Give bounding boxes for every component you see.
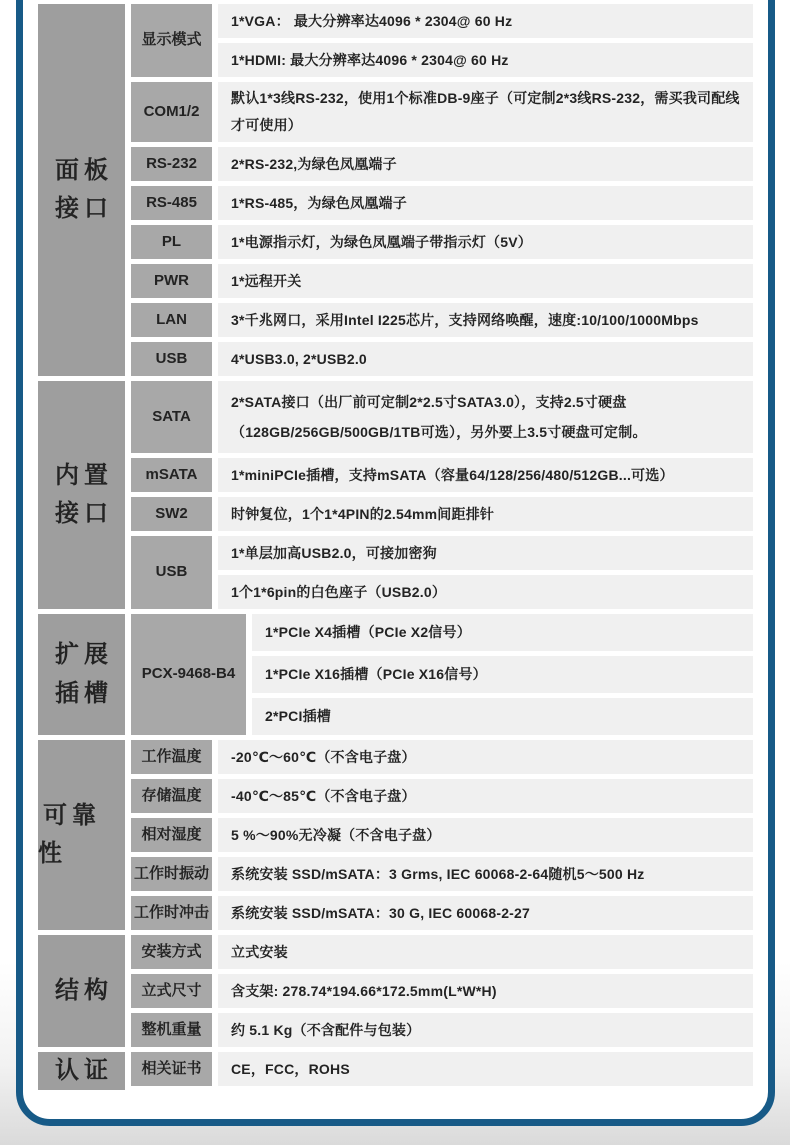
- category-line: 接口: [55, 500, 113, 527]
- table-row-weight: [131, 1013, 753, 1047]
- table-row-rs485: [131, 186, 753, 220]
- spec-cell-certificates: CE，FCC，ROHS: [218, 1052, 753, 1086]
- spec-cell-storage-temp: -40℃～85℃（不含电子盘）: [218, 779, 753, 813]
- row-cells: [218, 1013, 753, 1047]
- table-row-usb-internal: [131, 536, 753, 609]
- category-label-panel-interface: [38, 4, 125, 376]
- category-label-reliability: [38, 740, 125, 930]
- table-row-operating-temp: [131, 740, 753, 774]
- section-rows: [131, 381, 753, 609]
- spec-cell-weight: 约 5.1 Kg（不含配件与包装）: [218, 1013, 753, 1047]
- spec-cell-dimensions: 含支架: 278.74*194.66*172.5mm(L*W*H): [218, 974, 753, 1008]
- category-label-structure: [38, 935, 125, 1047]
- spec-cell-usb-panel: 4*USB3.0, 2*USB2.0: [218, 342, 753, 376]
- row-label-dimensions: 立式尺寸: [131, 974, 212, 1008]
- row-label-sata: SATA: [131, 381, 212, 453]
- row-label-pl: PL: [131, 225, 212, 259]
- table-row-humidity: [131, 818, 753, 852]
- category-line: 面板: [55, 156, 113, 184]
- spec-cell-vga: 1*VGA： 最大分辨率达4096 * 2304@ 60 Hz: [218, 4, 753, 38]
- row-label-display-mode: 显示模式: [131, 4, 212, 77]
- table-row-pcx: [131, 614, 753, 735]
- table-row-storage-temp: [131, 779, 753, 813]
- section-internal-interface: [38, 381, 753, 609]
- section-panel-interface: [38, 4, 753, 376]
- table-row-pl: [131, 225, 753, 259]
- spec-cell-humidity: 5 %～90%无冷凝（不含电子盘）: [218, 818, 753, 852]
- category-label-certification: [38, 1052, 125, 1090]
- row-cells: [218, 818, 753, 852]
- table-row-usb-panel: [131, 342, 753, 376]
- category-line: 接口: [55, 195, 113, 222]
- row-cells: [218, 935, 753, 969]
- spec-cell-rs232: 2*RS-232,为绿色凤凰端子: [218, 147, 753, 181]
- spec-cell-hdmi: 1*HDMI: 最大分辨率达4096 * 2304@ 60 Hz: [218, 43, 753, 77]
- row-label-weight: 整机重量: [131, 1013, 212, 1047]
- spec-cell-pcie-x4: 1*PCIe X4插槽（PCIe X2信号）: [252, 614, 753, 651]
- spec-table: [38, 4, 753, 1090]
- section-rows: [131, 4, 753, 376]
- table-row-pwr: [131, 264, 753, 298]
- row-cells: [218, 536, 753, 609]
- category-line: 扩展: [55, 641, 113, 669]
- row-cells: [218, 147, 753, 181]
- row-label-operating-temp: 工作温度: [131, 740, 212, 774]
- spec-cell-pci: 2*PCI插槽: [252, 698, 753, 735]
- row-label-mounting: 安装方式: [131, 935, 212, 969]
- row-cells: [218, 82, 753, 142]
- row-label-usb-panel: USB: [131, 342, 212, 376]
- row-cells: [252, 614, 753, 735]
- table-row-msata: [131, 458, 753, 492]
- table-row-sata: [131, 381, 753, 453]
- spec-cell-pl: 1*电源指示灯，为绿色凤凰端子带指示灯（5V）: [218, 225, 753, 259]
- row-label-sw2: SW2: [131, 497, 212, 531]
- spec-cell-usb-internal-1: 1*单层加高USB2.0，可接加密狗: [218, 536, 753, 570]
- spec-cell-lan: 3*千兆网口，采用Intel I225芯片，支持网络唤醒，速度:10/100/1000Mbps: [218, 303, 753, 337]
- row-cells: [218, 974, 753, 1008]
- row-label-vibration: 工作时振动: [131, 857, 212, 891]
- spec-cell-vibration: 系统安装 SSD/mSATA：3 Grms, IEC 60068-2-64随机5～500 Hz: [218, 857, 753, 891]
- table-row-rs232: [131, 147, 753, 181]
- section-rows: [131, 740, 753, 930]
- spec-cell-shock: 系统安装 SSD/mSATA：30 G, IEC 60068-2-27: [218, 896, 753, 930]
- row-cells: [218, 458, 753, 492]
- section-rows: [131, 1052, 753, 1090]
- table-row-vibration: [131, 857, 753, 891]
- row-label-storage-temp: 存储温度: [131, 779, 212, 813]
- row-cells: [218, 381, 753, 453]
- table-row-certificates: [131, 1052, 753, 1086]
- category-line: 结构: [55, 976, 113, 1004]
- row-label-pwr: PWR: [131, 264, 212, 298]
- row-label-humidity: 相对湿度: [131, 818, 212, 852]
- table-row-dimensions: [131, 974, 753, 1008]
- table-row-shock: [131, 896, 753, 930]
- row-label-rs485: RS-485: [131, 186, 212, 220]
- row-cells: [218, 497, 753, 531]
- table-row-display-mode: [131, 4, 753, 77]
- spec-cell-msata: 1*miniPCIe插槽，支持mSATA（容量64/128/256/480/512GB...可选）: [218, 458, 753, 492]
- spec-cell-pwr: 1*远程开关: [218, 264, 753, 298]
- row-cells: [218, 342, 753, 376]
- category-line: 可靠性: [38, 801, 101, 867]
- category-label-expansion-slots: [38, 614, 125, 735]
- row-cells: [218, 186, 753, 220]
- category-line: 认证: [55, 1057, 113, 1084]
- section-structure: [38, 935, 753, 1047]
- spec-cell-operating-temp: -20℃～60℃（不含电子盘）: [218, 740, 753, 774]
- spec-cell-usb-internal-2: 1个1*6pin的白色座子（USB2.0）: [218, 575, 753, 609]
- row-cells: [218, 896, 753, 930]
- row-cells: [218, 225, 753, 259]
- row-cells: [218, 303, 753, 337]
- spec-cell-com: 默认1*3线RS-232，使用1个标准DB-9座子（可定制2*3线RS-232，需买我司配线才可使用）: [218, 82, 753, 142]
- row-label-pcx-model: PCX-9468-B4: [131, 614, 246, 735]
- row-label-certificates: 相关证书: [131, 1052, 212, 1086]
- row-cells: [218, 779, 753, 813]
- spec-cell-pcie-x16: 1*PCIe X16插槽（PCIe X16信号）: [252, 656, 753, 693]
- table-row-com: [131, 82, 753, 142]
- section-certification: [38, 1052, 753, 1090]
- row-cells: [218, 264, 753, 298]
- row-label-rs232: RS-232: [131, 147, 212, 181]
- table-row-sw2: [131, 497, 753, 531]
- category-line: 内置: [55, 461, 113, 489]
- spec-cell-sw2: 时钟复位，1个1*4PIN的2.54mm间距排针: [218, 497, 753, 531]
- category-label-internal-interface: [38, 381, 125, 609]
- spec-cell-mounting: 立式安装: [218, 935, 753, 969]
- row-label-usb-internal: USB: [131, 536, 212, 609]
- table-row-lan: [131, 303, 753, 337]
- spec-cell-sata: 2*SATA接口（出厂前可定制2*2.5寸SATA3.0），支持2.5寸硬盘（128GB/256GB/500GB/1TB可选），另外要上3.5寸硬盘可定制。: [218, 381, 753, 453]
- section-reliability: [38, 740, 753, 930]
- section-expansion-slots: [38, 614, 753, 735]
- row-label-msata: mSATA: [131, 458, 212, 492]
- section-rows: [131, 614, 753, 735]
- category-line: 插槽: [55, 679, 113, 707]
- table-row-mounting: [131, 935, 753, 969]
- section-rows: [131, 935, 753, 1047]
- row-cells: [218, 740, 753, 774]
- row-cells: [218, 4, 753, 77]
- row-label-com: COM1/2: [131, 82, 212, 142]
- row-cells: [218, 857, 753, 891]
- row-label-shock: 工作时冲击: [131, 896, 212, 930]
- row-label-lan: LAN: [131, 303, 212, 337]
- spec-cell-rs485: 1*RS-485，为绿色凤凰端子: [218, 186, 753, 220]
- row-cells: [218, 1052, 753, 1086]
